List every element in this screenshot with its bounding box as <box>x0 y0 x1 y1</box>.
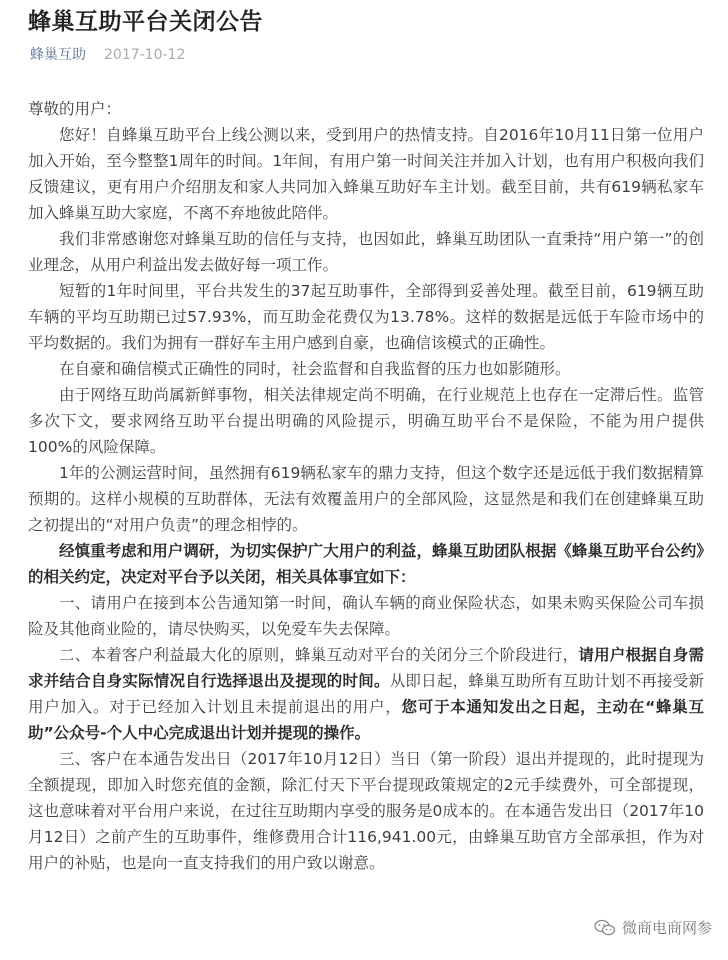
wechat-icon <box>594 919 616 937</box>
item-2-bold-a: 请用户根据自身需求并结合自身实际情况自行选择退出及提现的时间。 <box>28 646 704 690</box>
paragraph-5: 由于网络互助尚属新鲜事物，相关法律规定尚不明确，在行业规范上也存在一定滞后性。监管多次下文，要求网络互助平台提出明确的风险提示，明确互助平台不是保险，不能为用户提供100%的风险保障。 <box>28 386 704 456</box>
item-2-part-c: 从即日起，蜂巢互助所有互助计划不再接受新用户加入。对于已经加入计划且未提前退出的用户， <box>28 672 704 716</box>
author-link[interactable]: 蜂巢互助 <box>30 47 86 63</box>
item-3: 三、客户在本通告发出日（2017年10月12日）当日（第一阶段）退出并提现的，此时提现为全额提现，即加入时您充值的金额，除汇付天下平台提现政策规定的2元手续费外，可全部提现，这也意味着对平台用户来说，在过往互助期内享受的服务是0成本的。在本通告发出日（2017年10月12日）之前产生的互助事件，维修费用合计116,941.00元，由蜂巢互助官方全部承担，作为对用户的补贴，也是向一直支持我们的用户致以谢意。 <box>28 750 704 872</box>
item-2-bold-d: 您可于本通知发出之日起，主动在“蜂巢互助”公众号-个人中心完成退出计划并提现的操作。 <box>28 698 704 742</box>
item-1: 一、请用户在接到本公告通知第一时间，确认车辆的商业保险状态，如果未购买保险公司车损险及其他商业险的，请尽快购买，以免爱车失去保障。 <box>28 594 704 638</box>
greeting: 尊敬的用户： <box>28 100 122 118</box>
item-2 <box>28 642 704 746</box>
paragraph-7-bold: 经慎重考虑和用户调研，为切实保护广大用户的利益，蜂巢互助团队根据《蜂巢互助平台公约》的相关约定，决定对平台予以关闭，相关具体事宜如下： <box>28 542 704 586</box>
item-2-part-a: 二、本着客户利益最大化的原则，蜂巢互动对平台的关闭分三个阶段进行， <box>59 646 579 664</box>
publish-date: 2017-10-12 <box>104 47 186 63</box>
paragraph-4: 在自豪和确信模式正确性的同时，社会监督和自我监督的压力也如影随形。 <box>59 360 571 378</box>
article-title: 蜂巢互助平台关闭公告 <box>28 9 263 35</box>
watermark-text: 微商电商网参 <box>621 919 712 937</box>
paragraph-1: 您好！自蜂巢互助平台上线公测以来，受到用户的热情支持。自2016年10月11日第一位用户加入开始，至今整整1周年的时间。1年间，有用户第一时间关注并加入计划，也有用户积极向我们反馈建议，更有用户介绍朋友和家人共同加入蜂巢互助好车主计划。截至目前，共有619辆私家车加入蜂巢互助大家庭，不离不弃地彼此陪伴。 <box>28 126 704 222</box>
watermark <box>590 917 714 938</box>
article-body <box>28 96 704 876</box>
paragraph-2: 我们非常感谢您对蜂巢互助的信任与支持，也因如此，蜂巢互助团队一直秉持“用户第一”的创业理念，从用户利益出发去做好每一项工作。 <box>28 230 704 274</box>
paragraph-6: 1年的公测运营时间，虽然拥有619辆私家车的鼎力支持，但这个数字还是远低于我们数据精算预期的。这样小规模的互助群体，无法有效覆盖用户的全部风险，这显然是和我们在创建蜂巢互助之初提出的“对用户负责”的理念相悖的。 <box>28 464 704 534</box>
article-meta <box>30 44 185 64</box>
paragraph-3: 短暂的1年时间里，平台共发生的37起互助事件，全部得到妥善处理。截至目前，619辆互助车辆的平均互助期已过57.93%，而互助金花费仅为13.78%。这样的数据是远低于车险市场中的平均数据的。我们为拥有一群好车主用户感到自豪，也确信该模式的正确性。 <box>28 282 704 352</box>
